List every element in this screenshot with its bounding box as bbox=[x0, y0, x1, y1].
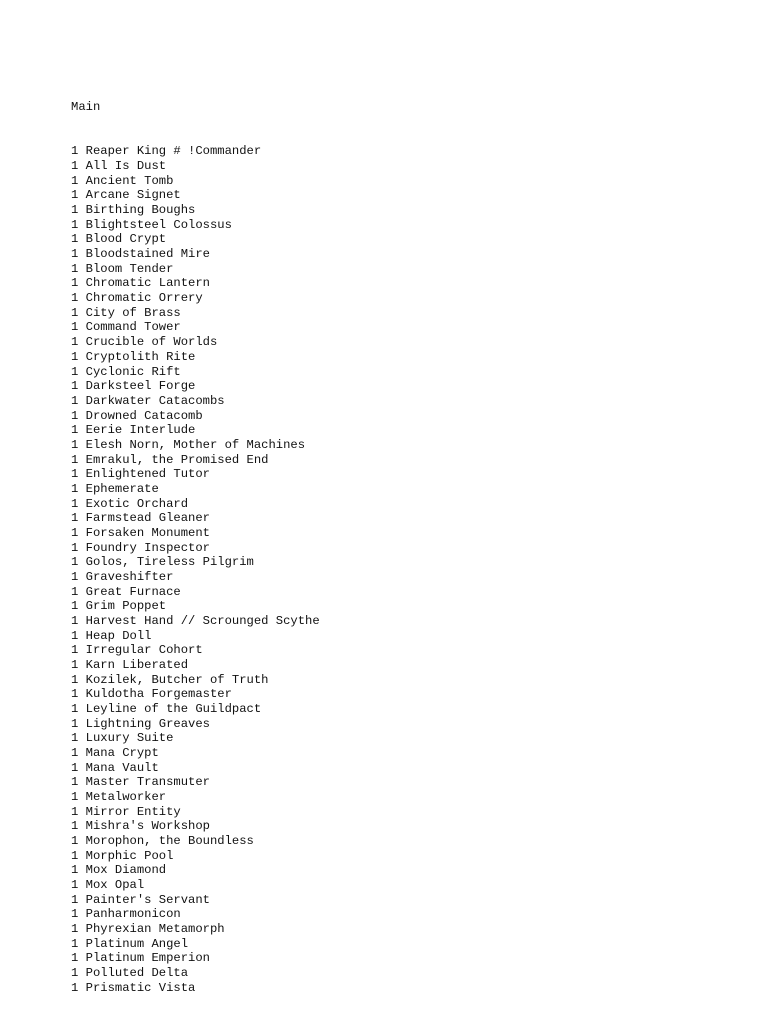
decklist-line: 1 Mox Diamond bbox=[71, 863, 167, 878]
decklist-line: 1 Blightsteel Colossus bbox=[71, 217, 232, 232]
decklist-line: 1 Ancient Tomb bbox=[71, 173, 174, 188]
decklist-line: 1 Mishra's Workshop bbox=[71, 819, 210, 834]
decklist-line: 1 All Is Dust bbox=[71, 159, 167, 174]
decklist-line: 1 Lightning Greaves bbox=[71, 716, 210, 731]
decklist-line: 1 Kuldotha Forgemaster bbox=[71, 687, 232, 702]
decklist-line: 1 Command Tower bbox=[71, 320, 181, 335]
decklist bbox=[71, 71, 320, 1025]
decklist-line: 1 Polluted Delta bbox=[71, 966, 189, 981]
decklist-line: 1 Leyline of the Guildpact bbox=[71, 701, 262, 716]
decklist-line: 1 Cyclonic Rift bbox=[71, 364, 181, 379]
decklist-line: 1 Graveshifter bbox=[71, 569, 174, 584]
decklist-line: 1 Forsaken Monument bbox=[71, 525, 210, 540]
decklist-line: 1 City of Brass bbox=[71, 305, 181, 320]
decklist-line: 1 Morphic Pool bbox=[71, 848, 174, 863]
decklist-line: 1 Grim Poppet bbox=[71, 599, 167, 614]
decklist-line: 1 Morophon, the Boundless bbox=[71, 834, 254, 848]
decklist-line: 1 Golos, Tireless Pilgrim bbox=[71, 555, 254, 570]
decklist-line: 1 Harvest Hand // Scrounged Scythe bbox=[71, 613, 320, 628]
decklist-line: 1 Cryptolith Rite bbox=[71, 349, 196, 364]
decklist-line: 1 Chromatic Orrery bbox=[71, 291, 203, 306]
decklist-line: 1 Chromatic Lantern bbox=[71, 276, 210, 291]
decklist-line: 1 Mana Crypt bbox=[71, 745, 159, 760]
decklist-line: 1 Phyrexian Metamorph bbox=[71, 922, 225, 937]
decklist-line: 1 Master Transmuter bbox=[71, 775, 210, 790]
decklist-line: 1 Darksteel Forge bbox=[71, 379, 196, 394]
decklist-line: 1 Emrakul, the Promised End bbox=[71, 452, 269, 467]
decklist-line: 1 Metalworker bbox=[71, 789, 167, 804]
decklist-line: 1 Enlightened Tutor bbox=[71, 467, 210, 482]
decklist-line: 1 Crucible of Worlds bbox=[71, 335, 218, 350]
decklist-line: 1 Great Furnace bbox=[71, 584, 181, 599]
decklist-line: 1 Mox Opal bbox=[71, 878, 145, 893]
decklist-line: 1 Painter's Servant bbox=[71, 892, 210, 907]
decklist-line: 1 Foundry Inspector bbox=[71, 540, 210, 555]
decklist-line: 1 Exotic Orchard bbox=[71, 496, 189, 511]
decklist-entries bbox=[71, 144, 320, 995]
decklist-line: 1 Arcane Signet bbox=[71, 188, 181, 203]
decklist-line: 1 Farmstead Gleaner bbox=[71, 511, 210, 526]
section-title: Main bbox=[71, 100, 101, 115]
decklist-line: 1 Luxury Suite bbox=[71, 731, 174, 746]
decklist-line: 1 Prismatic Vista bbox=[71, 980, 196, 995]
decklist-line: 1 Panharmonicon bbox=[71, 907, 181, 922]
decklist-line: 1 Irregular Cohort bbox=[71, 643, 203, 658]
decklist-line: 1 Birthing Boughs bbox=[71, 203, 196, 218]
decklist-line: 1 Platinum Angel bbox=[71, 936, 189, 951]
decklist-line: 1 Eerie Interlude bbox=[71, 423, 196, 438]
decklist-line: 1 Mirror Entity bbox=[71, 804, 181, 819]
decklist-line: 1 Darkwater Catacombs bbox=[71, 393, 225, 408]
decklist-line: 1 Mana Vault bbox=[71, 760, 159, 775]
decklist-line: 1 Karn Liberated bbox=[71, 657, 189, 672]
decklist-line: 1 Heap Doll bbox=[71, 628, 152, 643]
decklist-line: 1 Kozilek, Butcher of Truth bbox=[71, 672, 269, 687]
decklist-line: 1 Elesh Norn, Mother of Machines bbox=[71, 437, 306, 452]
decklist-line: 1 Platinum Emperion bbox=[71, 951, 210, 966]
decklist-line: 1 Ephemerate bbox=[71, 481, 159, 496]
decklist-line: 1 Reaper King # !Commander bbox=[71, 144, 262, 159]
decklist-line: 1 Drowned Catacomb bbox=[71, 408, 203, 423]
decklist-line: 1 Bloom Tender bbox=[71, 261, 174, 276]
decklist-line: 1 Blood Crypt bbox=[71, 232, 167, 247]
decklist-line: 1 Bloodstained Mire bbox=[71, 247, 210, 262]
